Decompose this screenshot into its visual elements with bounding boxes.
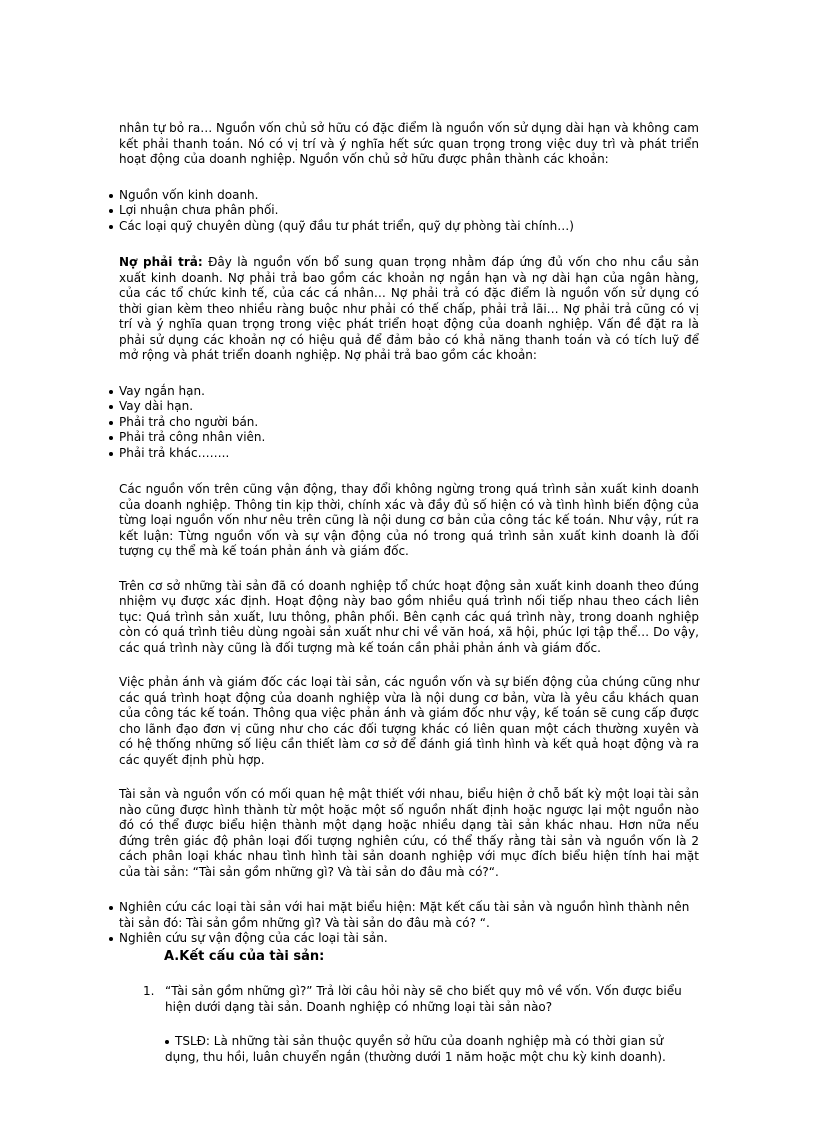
list-item: Lợi nhuận chưa phân phối.	[119, 203, 699, 219]
numbered-item	[119, 984, 699, 1015]
list-item: Nguồn vốn kinh doanh.	[119, 188, 699, 204]
bullet-icon	[165, 1040, 169, 1044]
tsld-text: TSLĐ: Là những tài sản thuộc quyền sở hữu của doanh nghiệp mà có thời gian sử dụng, thu hồi, luân chuyển ngắn (thường dưới 1 năm hoặc một chu kỳ kinh doanh).	[165, 1034, 666, 1064]
equity-list	[119, 188, 699, 235]
paragraph-monitoring: Việc phản ánh và giám đốc các loại tài sản, các nguồn vốn và sự biến động của chúng cũng như các quá trình hoạt động của doanh nghiệp vừa là nội dung cơ bản, vừa là yêu cầu khách quan của công tác kế toán. Thông qua việc phản ánh và giám đốc như vậy, kế toán sẽ cung cấp được cho lãnh đạo đơn vị cũng như cho các đối tượng khác có liên quan một cách thường xuyên và có hệ thống những số liệu cần thiết làm cơ sở để đánh giá tình hình và kết quả hoạt động và ra các quyết định phù hợp.	[119, 675, 699, 767]
paragraph-relationship: Tài sản và nguồn vốn có mối quan hệ mật thiết với nhau, biểu hiện ở chỗ bất kỳ một loại tài sản nào cũng được hình thành từ một hoặc một số nguồn nhất định hoặc ngược lại một nguồn nào đó có thể được biểu hiện thành một dạng hoặc nhiều dạng tài sản khác nhau. Hơn nữa nếu đứng trên giác độ phân loại đối tượng nghiên cứu, có thể thấy rằng tài sản và nguồn vốn là 2 cách phân loại khác nhau tình hình tài sản doanh nghiệp với mục đích biểu hiện tính hai mặt của tài sản: “Tài sản gồm những gì? Và tài sản do đâu mà có?“.	[119, 787, 699, 879]
paragraph-flow: Các nguồn vốn trên cũng vận động, thay đổi không ngừng trong quá trình sản xuất kinh doanh của doanh nghiệp. Thông tin kịp thời, chính xác và đầy đủ số hiện có và tình hình biến động của từng loại nguồn vốn như nêu trên cũng là nội dung cơ bản của công tác kế toán. Như vậy, rút ra kết luận: Từng nguồn vốn và sự vận động của nó trong quá trình sản xuất kinh doanh là đối tượng cụ thể mà kế toán phản ánh và giám đốc.	[119, 482, 699, 558]
list-item: Vay ngắn hạn.	[119, 384, 699, 400]
list-item: Các loại quỹ chuyên dùng (quỹ đầu tư phát triển, quỹ dự phòng tài chính…)	[119, 219, 699, 235]
item-number: 1.	[143, 984, 155, 998]
liabilities-paragraph	[119, 255, 699, 364]
list-item: Vay dài hạn.	[119, 399, 699, 415]
paragraph-activities: Trên cơ sở những tài sản đã có doanh nghiệp tổ chức hoạt động sản xuất kinh doanh theo đúng nhiệm vụ được xác định. Hoạt động này bao gồm nhiều quá trình nối tiếp nhau theo cách liên tục: Quá trình sản xuất, lưu thông, phân phối. Bên cạnh các quá trình này, trong doanh nghiệp còn có quá trình tiêu dùng ngoài sản xuất như chi về văn hoá, xã hội, phúc lợi tập thể… Do vậy, các quá trình này cũng là đối tượng mà kế toán cần phải phản ánh và giám đốc.	[119, 578, 699, 655]
section-heading: A.Kết cấu của tài sản:	[164, 948, 325, 964]
list-item: Nghiên cứu sự vận động của các loại tài sản.	[119, 931, 699, 947]
research-list	[119, 900, 699, 947]
list-item: Nghiên cứu các loại tài sản với hai mặt biểu hiện: Mặt kết cấu tài sản và nguồn hình thành nên tài sản đó: Tài sản gồm những gì? Và tài sản do đâu mà có? “.	[119, 900, 699, 931]
liabilities-text: Đây là nguồn vốn bổ sung quan trọng nhằm đáp ứng đủ vốn cho nhu cầu sản xuất kinh doanh. Nợ phải trả bao gồm các khoản nợ ngắn hạn và nợ dài hạn của ngân hàng, của các tổ chức kinh tế, của các cá nhân… Nợ phải trả có đặc điểm là nguồn vốn sử dụng có thời gian kèm theo nhiều ràng buộc như phải có thế chấp, phải trả lãi… Nợ phải trả cũng có vị trí và ý nghĩa quan trọng trong việc phát triển hoạt động của doanh nghiệp. Vấn đề đặt ra là phải sử dụng các khoản nợ có hiệu quả để đảm bảo có khả năng thanh toán và có tích luỹ để mở rộng và phát triển doanh nghiệp. Nợ phải trả bao gồm các khoản:	[119, 255, 699, 362]
liabilities-term: Nợ phải trả:	[119, 255, 203, 269]
intro-paragraph: nhân tự bỏ ra… Nguồn vốn chủ sở hữu có đặc điểm là nguồn vốn sử dụng dài hạn và không cam kết phải thanh toán. Nó có vị trí và ý nghĩa hết sức quan trọng trong việc duy trì và phát triển hoạt động của doanh nghiệp. Nguồn vốn chủ sở hữu được phân thành các khoản:	[119, 121, 699, 166]
liability-list	[119, 384, 699, 462]
list-item: Phải trả cho người bán.	[119, 415, 699, 431]
document-page	[119, 121, 699, 1065]
item-text: “Tài sản gồm những gì?” Trả lời câu hỏi này sẽ cho biết quy mô về vốn. Vốn được biểu hiện dưới dạng tài sản. Doanh nghiệp có những loại tài sản nào?	[165, 984, 682, 1014]
list-item: Phải trả công nhân viên.	[119, 430, 699, 446]
list-item: Phải trả khác……..	[119, 446, 699, 462]
tsld-item	[119, 1034, 699, 1065]
